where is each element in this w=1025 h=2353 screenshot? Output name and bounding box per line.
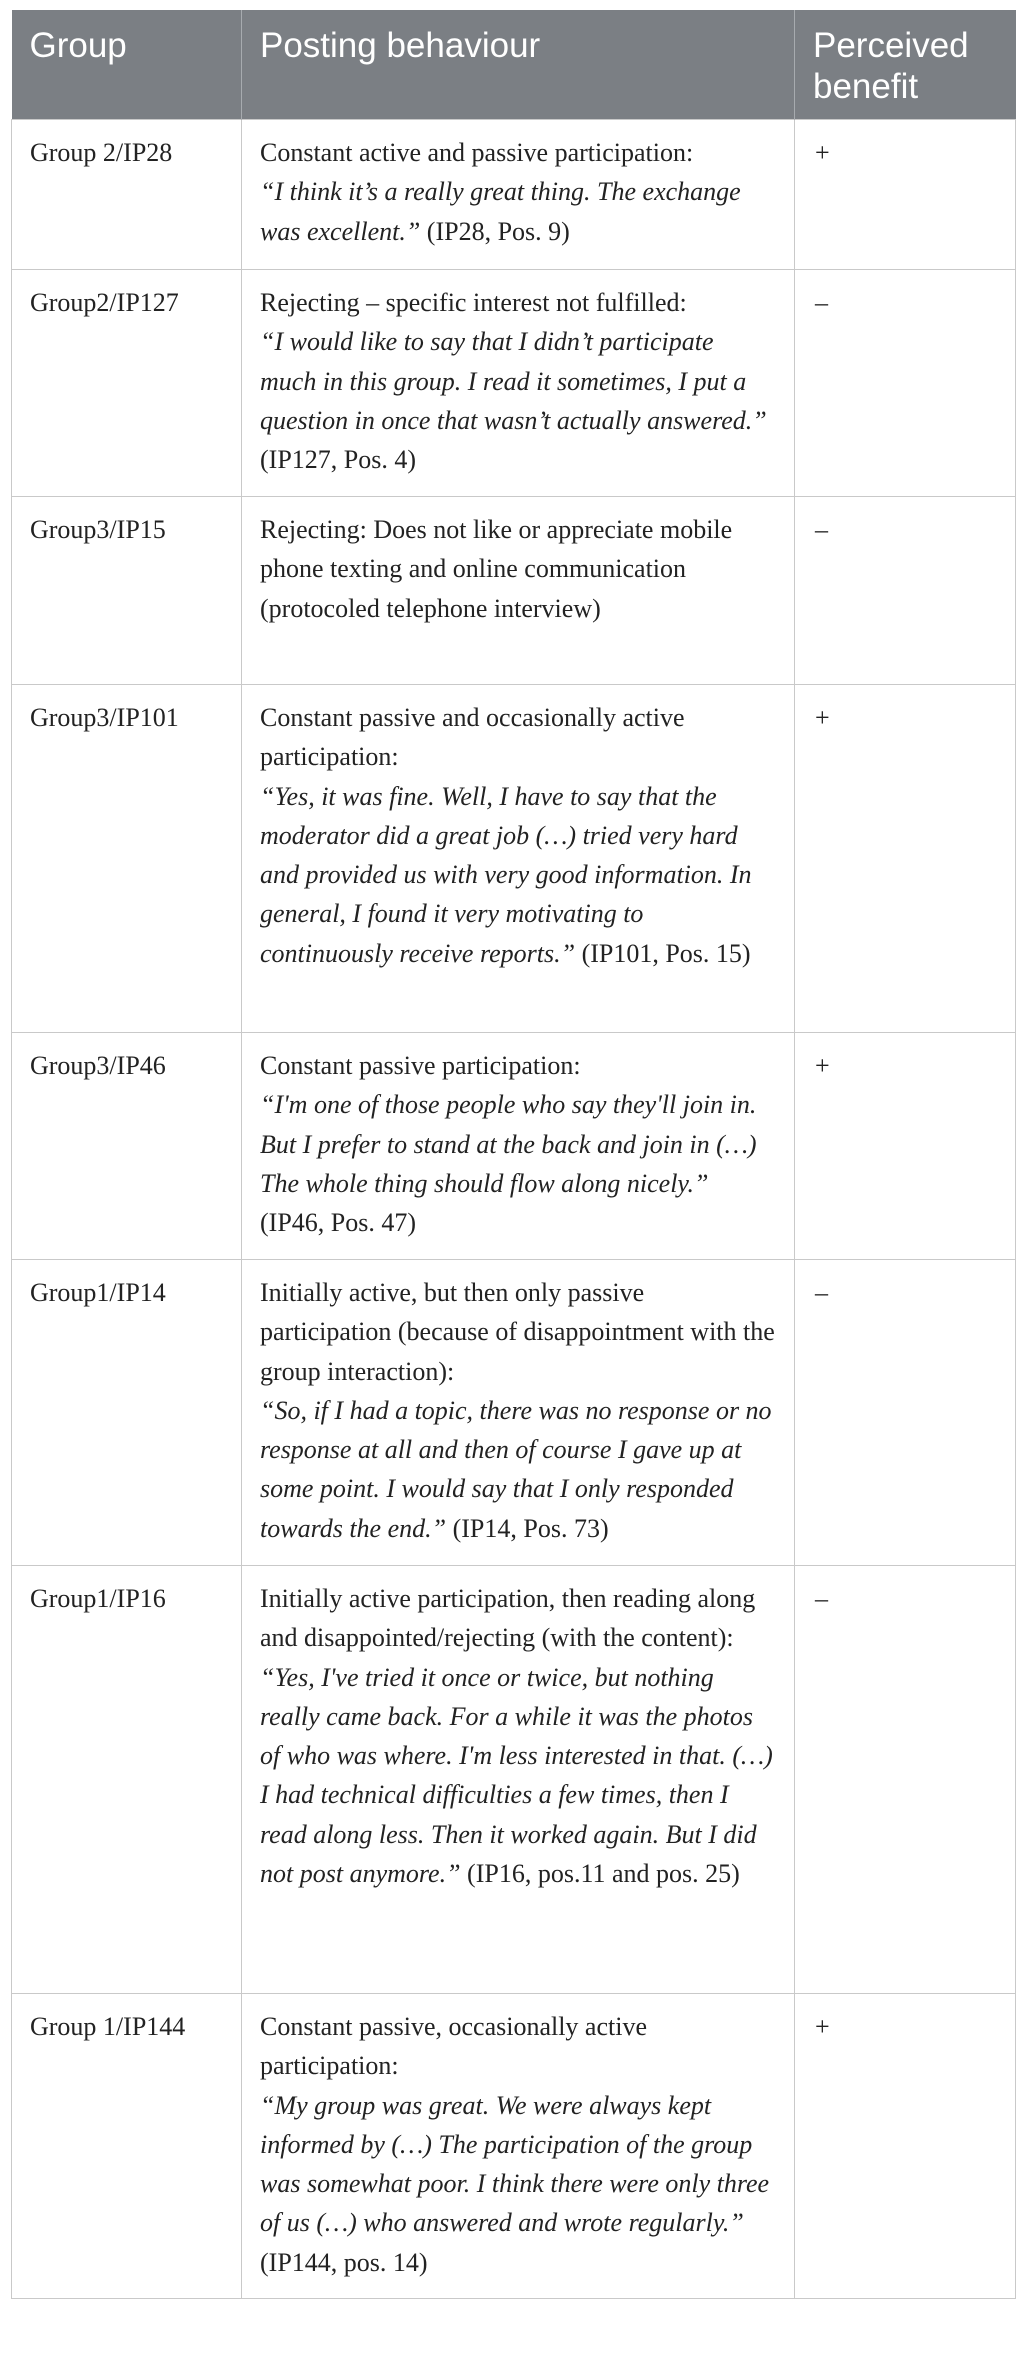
cell-behaviour — [242, 497, 795, 685]
quote-text: “Yes, it was fine. Well, I have to say that the moderator did a great job (…) tried very hard and provided us with very good information. In general, I found it very motivating to continuously receive reports.” — [260, 781, 752, 968]
cell-behaviour — [242, 270, 795, 497]
behaviour-text: Rejecting: Does not like or appreciate mobile phone texting and online communication (protocoled telephone interview) — [260, 515, 733, 623]
citation-text: (IP127, Pos. 4) — [260, 445, 417, 475]
quote-text: “So, if I had a topic, there was no response or no response at all and then of course I gave up at some point. I would say that I only responded towards the end.” — [260, 1395, 772, 1543]
cell-behaviour — [242, 1033, 795, 1260]
cell-group: Group2/IP127 — [12, 270, 242, 497]
header-group: Group — [12, 10, 242, 120]
citation-text: (IP101, Pos. 15) — [575, 938, 751, 968]
cell-behaviour — [242, 1994, 795, 2299]
cell-group: Group3/IP46 — [12, 1033, 242, 1260]
header-perceived-benefit: Perceived benefit — [795, 10, 1016, 120]
cell-group: Group 2/IP28 — [12, 120, 242, 270]
cell-behaviour — [242, 120, 795, 270]
cell-group: Group1/IP14 — [12, 1260, 242, 1566]
behaviour-text: Rejecting – specific interest not fulfilled: — [260, 288, 687, 317]
cell-group: Group 1/IP144 — [12, 1994, 242, 2299]
table-row — [12, 1994, 1016, 2299]
cell-benefit: – — [795, 1566, 1016, 1994]
citation-text: (IP144, pos. 14) — [260, 2247, 428, 2277]
table-header-row — [12, 10, 1016, 120]
header-posting-behaviour: Posting behaviour — [242, 10, 795, 120]
cell-benefit: + — [795, 1994, 1016, 2299]
cell-benefit: + — [795, 120, 1016, 270]
quote-text: “Yes, I've tried it once or twice, but nothing really came back. For a while it was the photos of who was where. I'm less interested in that. (…) I had technical difficulties a few times, then I read along less. Then it worked again. But I did not post anymore.” — [260, 1662, 773, 1889]
behaviour-text: Constant passive, occasionally active participation: — [260, 2012, 648, 2081]
cell-group: Group3/IP101 — [12, 685, 242, 1033]
table-row — [12, 685, 1016, 1033]
citation-text: (IP14, Pos. 73) — [446, 1513, 609, 1543]
cell-benefit: – — [795, 270, 1016, 497]
table-row — [12, 270, 1016, 497]
behaviour-text: Constant passive participation: — [260, 1051, 581, 1080]
quote-text: “I'm one of those people who say they'll join in. But I prefer to stand at the back and join in (…) The whole thing should flow along nicely.” — [260, 1090, 757, 1198]
quote-text: “My group was great. We were always kept informed by (…) The participation of the group was somewhat poor. I think there were only three of us (…) who answered and wrote regularly.” — [260, 2090, 770, 2238]
citation-text: (IP46, Pos. 47) — [260, 1208, 417, 1238]
behaviour-text: Constant active and passive participation: — [260, 138, 694, 167]
participation-table — [11, 10, 1016, 2299]
cell-behaviour — [242, 1260, 795, 1566]
table-row — [12, 1566, 1016, 1994]
behaviour-text: Constant passive and occasionally active participation: — [260, 703, 685, 772]
table-row — [12, 1033, 1016, 1260]
cell-behaviour — [242, 1566, 795, 1994]
cell-benefit: + — [795, 685, 1016, 1033]
table-row — [12, 120, 1016, 270]
cell-group: Group3/IP15 — [12, 497, 242, 685]
cell-behaviour — [242, 685, 795, 1033]
cell-benefit: + — [795, 1033, 1016, 1260]
behaviour-text: Initially active, but then only passive participation (because of disappointment with the group interaction): — [260, 1278, 775, 1386]
cell-benefit: – — [795, 1260, 1016, 1566]
quote-text: “I think it’s a really great thing. The exchange was excellent.” — [260, 177, 741, 246]
table-row — [12, 1260, 1016, 1566]
citation-text: (IP16, pos.11 and pos. 25) — [460, 1859, 740, 1889]
cell-group: Group1/IP16 — [12, 1566, 242, 1994]
cell-benefit: – — [795, 497, 1016, 685]
behaviour-text: Initially active participation, then reading along and disappointed/rejecting (with the content): — [260, 1584, 756, 1653]
table-row — [12, 497, 1016, 685]
citation-text: (IP28, Pos. 9) — [420, 216, 570, 246]
quote-text: “I would like to say that I didn’t participate much in this group. I read it sometimes, I put a question in once that wasn’t actually answered.” — [260, 327, 767, 435]
